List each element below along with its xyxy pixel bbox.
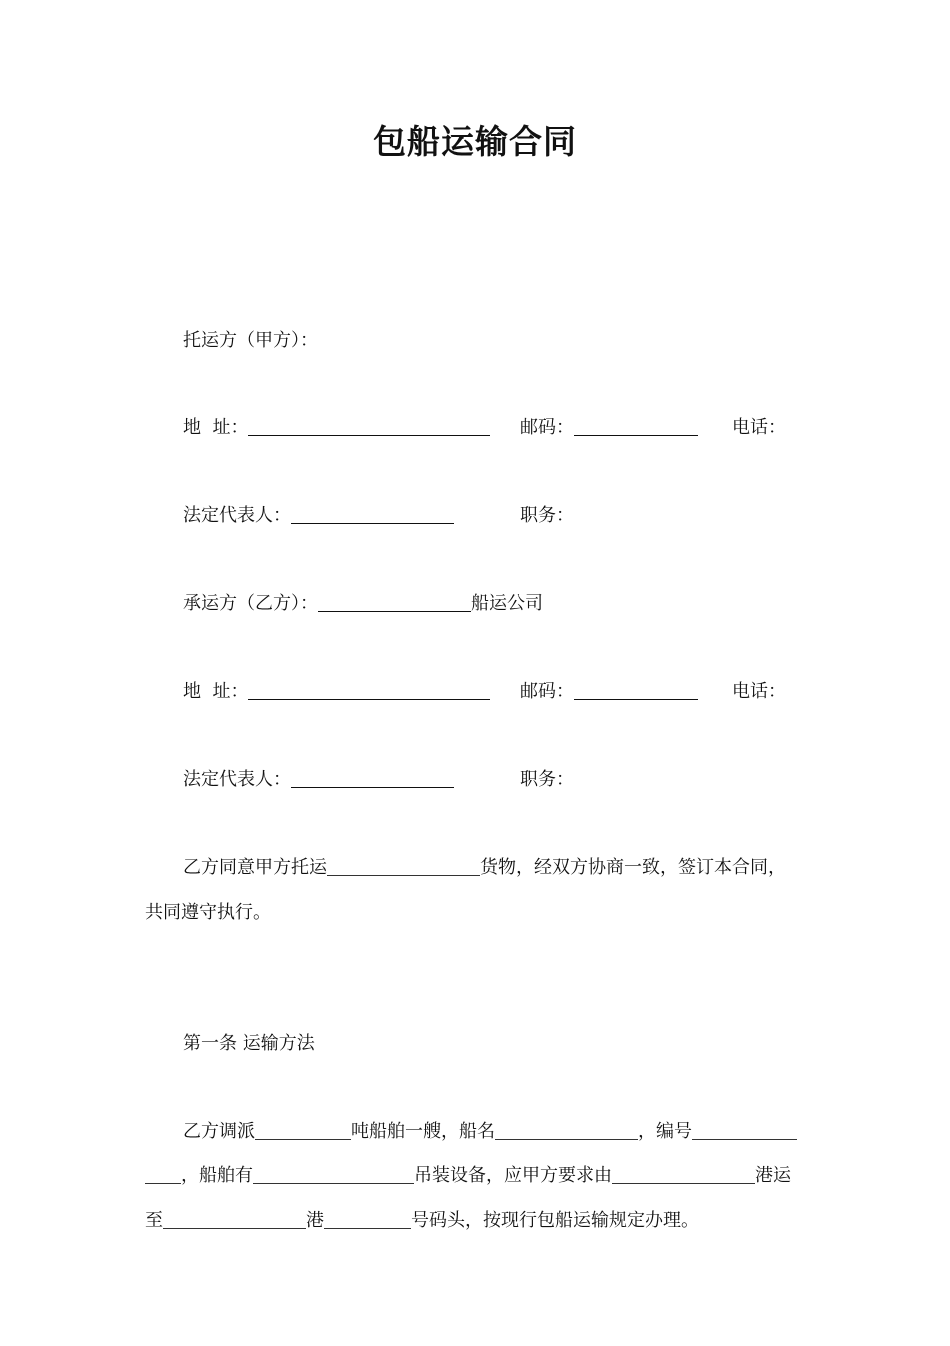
party-b-rep-row	[183, 768, 454, 792]
article-1-text-2: 吨船舶一艘，船名	[351, 1121, 495, 1142]
party-a-label: 托运方（甲方）：	[183, 330, 318, 351]
party-a-rep-label: 法定代表人：	[183, 505, 291, 526]
party-a-postcode-field[interactable]	[574, 417, 698, 436]
party-b-postcode-row	[520, 680, 698, 704]
intro-text-3: 共同遵守执行。	[145, 902, 271, 923]
article-1-text-8: 港	[306, 1210, 324, 1231]
tonnage-field[interactable]	[255, 1121, 351, 1140]
party-a-address-row	[183, 416, 490, 440]
destination-port-field[interactable]	[163, 1210, 306, 1229]
article-1-text-7: 至	[145, 1210, 163, 1231]
party-b-postcode-field[interactable]	[574, 681, 698, 700]
intro-text-1: 乙方同意甲方托运	[183, 857, 327, 878]
party-b-row	[183, 592, 543, 616]
party-b-address-field[interactable]	[248, 681, 490, 700]
party-b-label: 承运方（乙方）：	[183, 593, 318, 614]
origin-port-field[interactable]	[612, 1165, 755, 1184]
party-b-name-field[interactable]	[318, 593, 471, 612]
article-1-text-9: 号码头，按现行包船运输规定办理。	[411, 1210, 699, 1231]
intro-text-2: 货物，经双方协商一致，签订本合同，	[480, 857, 786, 878]
dock-number-field[interactable]	[324, 1210, 411, 1229]
article-1-text-4: ，船舶有	[181, 1165, 253, 1186]
cargo-field[interactable]	[327, 857, 480, 876]
party-b-position-label: 职务：	[520, 769, 574, 790]
party-a-rep-row	[183, 504, 454, 528]
party-a-rep-field[interactable]	[291, 505, 454, 524]
intro-line-1	[183, 856, 786, 880]
ship-name-field[interactable]	[495, 1121, 638, 1140]
party-a-position-label: 职务：	[520, 505, 574, 526]
article-1-line-1	[183, 1120, 797, 1144]
party-a-postcode-row	[520, 416, 698, 440]
article-1-text-1: 乙方调派	[183, 1121, 255, 1142]
party-a-address-field[interactable]	[248, 417, 490, 436]
article-1-heading: 第一条 运输方法	[183, 1033, 315, 1054]
party-b-rep-label: 法定代表人：	[183, 769, 291, 790]
party-b-rep-field[interactable]	[291, 769, 454, 788]
party-a-phone-label: 电话：	[732, 417, 786, 438]
party-b-address-row	[183, 680, 490, 704]
party-b-suffix: 船运公司	[471, 593, 543, 614]
article-1-line-3	[145, 1209, 699, 1233]
article-1-text-6: 港运	[755, 1165, 791, 1186]
party-b-postcode-label: 邮码：	[520, 681, 574, 702]
party-b-address-label: 地 址：	[183, 681, 249, 702]
ship-number-field-part2[interactable]	[145, 1165, 181, 1184]
article-1-text-3: ，编号	[638, 1121, 692, 1142]
ship-number-field-part1[interactable]	[692, 1121, 797, 1140]
party-a-postcode-label: 邮码：	[520, 417, 574, 438]
article-1-text-5: 吊装设备，应甲方要求由	[414, 1165, 612, 1186]
lifting-equipment-field[interactable]	[253, 1165, 414, 1184]
article-1-line-2	[145, 1164, 791, 1188]
contract-title: 包船运输合同	[373, 122, 577, 161]
party-a-address-label: 地 址：	[183, 417, 249, 438]
party-b-phone-label: 电话：	[732, 681, 786, 702]
